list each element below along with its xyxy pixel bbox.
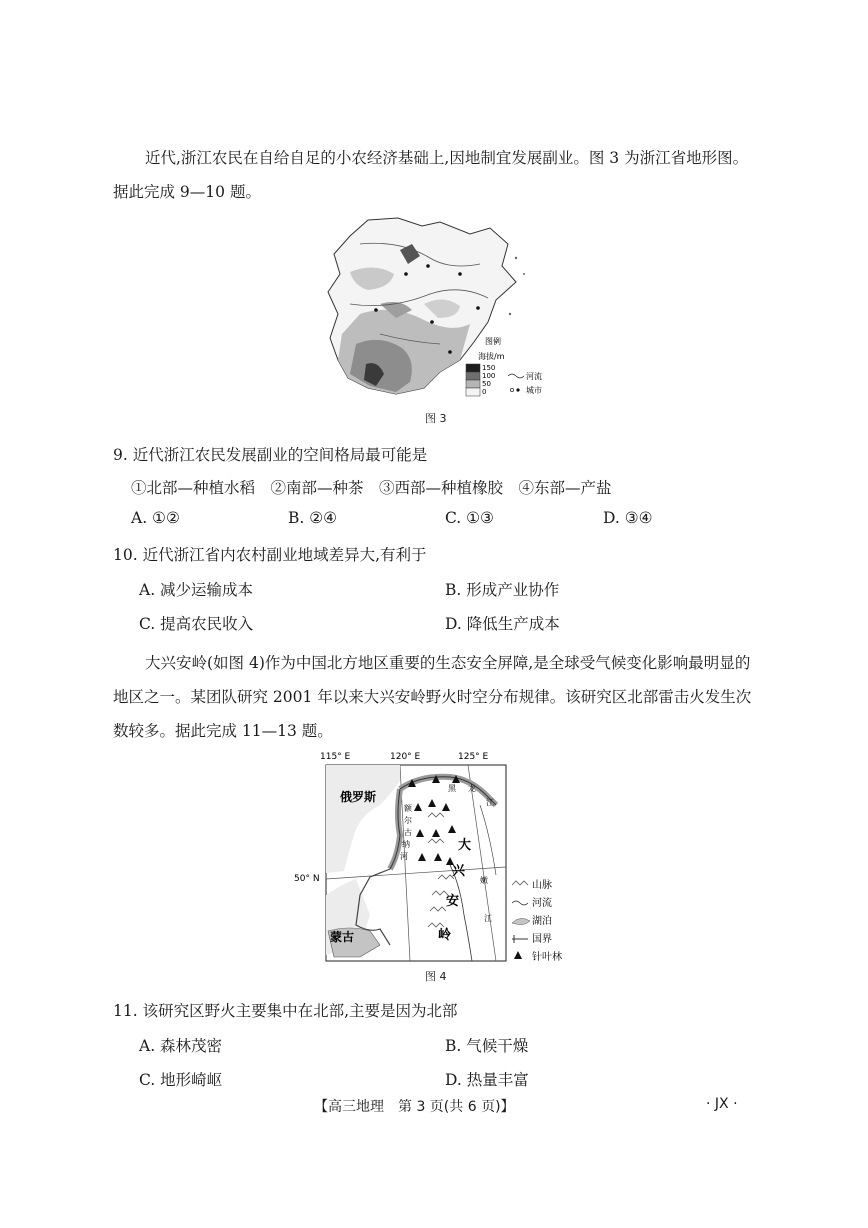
legend-border: 国界 (532, 934, 552, 945)
question-10-option-d[interactable]: D. 降低生产成本 (445, 615, 560, 633)
legend-river: 河流 (532, 898, 552, 909)
question-9-option-c[interactable]: C. ①③ (445, 509, 494, 527)
figure-3-caption: 图 3 (425, 412, 447, 425)
legend-level-0: 0 (482, 388, 487, 396)
footer-code: · JX · (706, 1096, 738, 1112)
legend-conifer: 针叶林 (532, 952, 562, 963)
river-label-gu: 古 (404, 828, 412, 837)
intro-paragraph-daxinganling: 大兴安岭(如图 4)作为中国北方地区重要的生态安全屏障,是全球受气候变化影响最明显的地区之一。某团队研究 2001 年以来大兴安岭野火时空分布规律。该研究区北部雷击火发生次数较多。据此完成 11—13 题。 (113, 654, 752, 740)
footer-page-info: 【高三地理 第 3 页(共 6 页)】 (314, 1099, 515, 1115)
river-label-er: 尔 (404, 816, 412, 825)
figure-4-daxinganling-map (294, 745, 580, 965)
legend-city-symbol (510, 388, 513, 391)
figure-4-caption: 图 4 (425, 970, 447, 983)
question-11-option-c[interactable]: C. 地形崎岖 (139, 1071, 223, 1089)
question-11-stem: 11. 该研究区野火主要集中在北部,主要是因为北部 (113, 1002, 458, 1020)
lat-label-50n: 50° N (294, 874, 320, 884)
legend-level-50: 50 (482, 380, 491, 388)
legend-title: 图例 (485, 337, 501, 346)
question-10-option-b[interactable]: B. 形成产业协作 (445, 581, 560, 599)
figure-4-legend (512, 878, 562, 963)
range-label-xing: 兴 (452, 864, 466, 879)
lon-label-125: 125° E (458, 752, 489, 762)
legend-river-symbol (508, 374, 524, 378)
legend-city-label: 城市 (526, 386, 542, 395)
legend-unit: 海拔/m (478, 352, 505, 361)
question-11-option-d[interactable]: D. 热量丰富 (445, 1071, 529, 1089)
river-label-jiang: 江 (486, 798, 494, 807)
question-10-stem: 10. 近代浙江省内农村副业地域差异大,有利于 (113, 546, 427, 564)
legend-level-150: 150 (482, 364, 496, 372)
question-9-option-d[interactable]: D. ③④ (603, 509, 653, 527)
figure-3-legend (466, 336, 542, 396)
question-9-option-b[interactable]: B. ②④ (288, 509, 338, 527)
question-9-items: ①北部—种植水稻 ②南部—种茶 ③西部—种植橡胶 ④东部—产盐 (131, 479, 612, 497)
river-label-e: 额 (404, 804, 412, 813)
legend-lake: 湖泊 (532, 916, 552, 927)
lon-label-120: 120° E (390, 752, 421, 762)
range-label-da: 大 (458, 838, 472, 853)
figure-3-zhejiang-map (320, 214, 550, 404)
label-mongolia: 蒙古 (330, 930, 355, 944)
range-label-ling: 岭 (438, 928, 452, 943)
lon-label-115: 115° E (320, 752, 351, 762)
question-9-stem: 9. 近代浙江农民发展副业的空间格局最可能是 (113, 446, 428, 464)
question-10-option-a[interactable]: A. 减少运输成本 (139, 581, 254, 599)
legend-level-100: 100 (482, 372, 496, 380)
river-label-nen-jiang: 江 (484, 914, 492, 923)
range-label-an: 安 (446, 894, 460, 909)
river-label-nen: 嫩 (480, 876, 488, 885)
label-russia: 俄罗斯 (340, 790, 377, 804)
question-9-option-a[interactable]: A. ①② (131, 509, 180, 527)
question-11-option-a[interactable]: A. 森林茂密 (139, 1037, 223, 1055)
question-10-option-c[interactable]: C. 提高农民收入 (139, 615, 254, 633)
river-label-he: 河 (400, 852, 408, 861)
question-11-option-b[interactable]: B. 气候干燥 (445, 1037, 529, 1055)
river-label-long: 龙 (468, 784, 476, 793)
intro-paragraph-zhejiang: 近代,浙江农民在自给自足的小农经济基础上,因地制宜发展副业。图 3 为浙江省地形图。据此完成 9—10 题。 (113, 149, 749, 201)
legend-river-label: 河流 (526, 372, 542, 381)
river-label-hei: 黑 (448, 784, 456, 793)
river-label-na: 纳 (402, 840, 410, 849)
legend-mountain: 山脉 (532, 880, 552, 891)
